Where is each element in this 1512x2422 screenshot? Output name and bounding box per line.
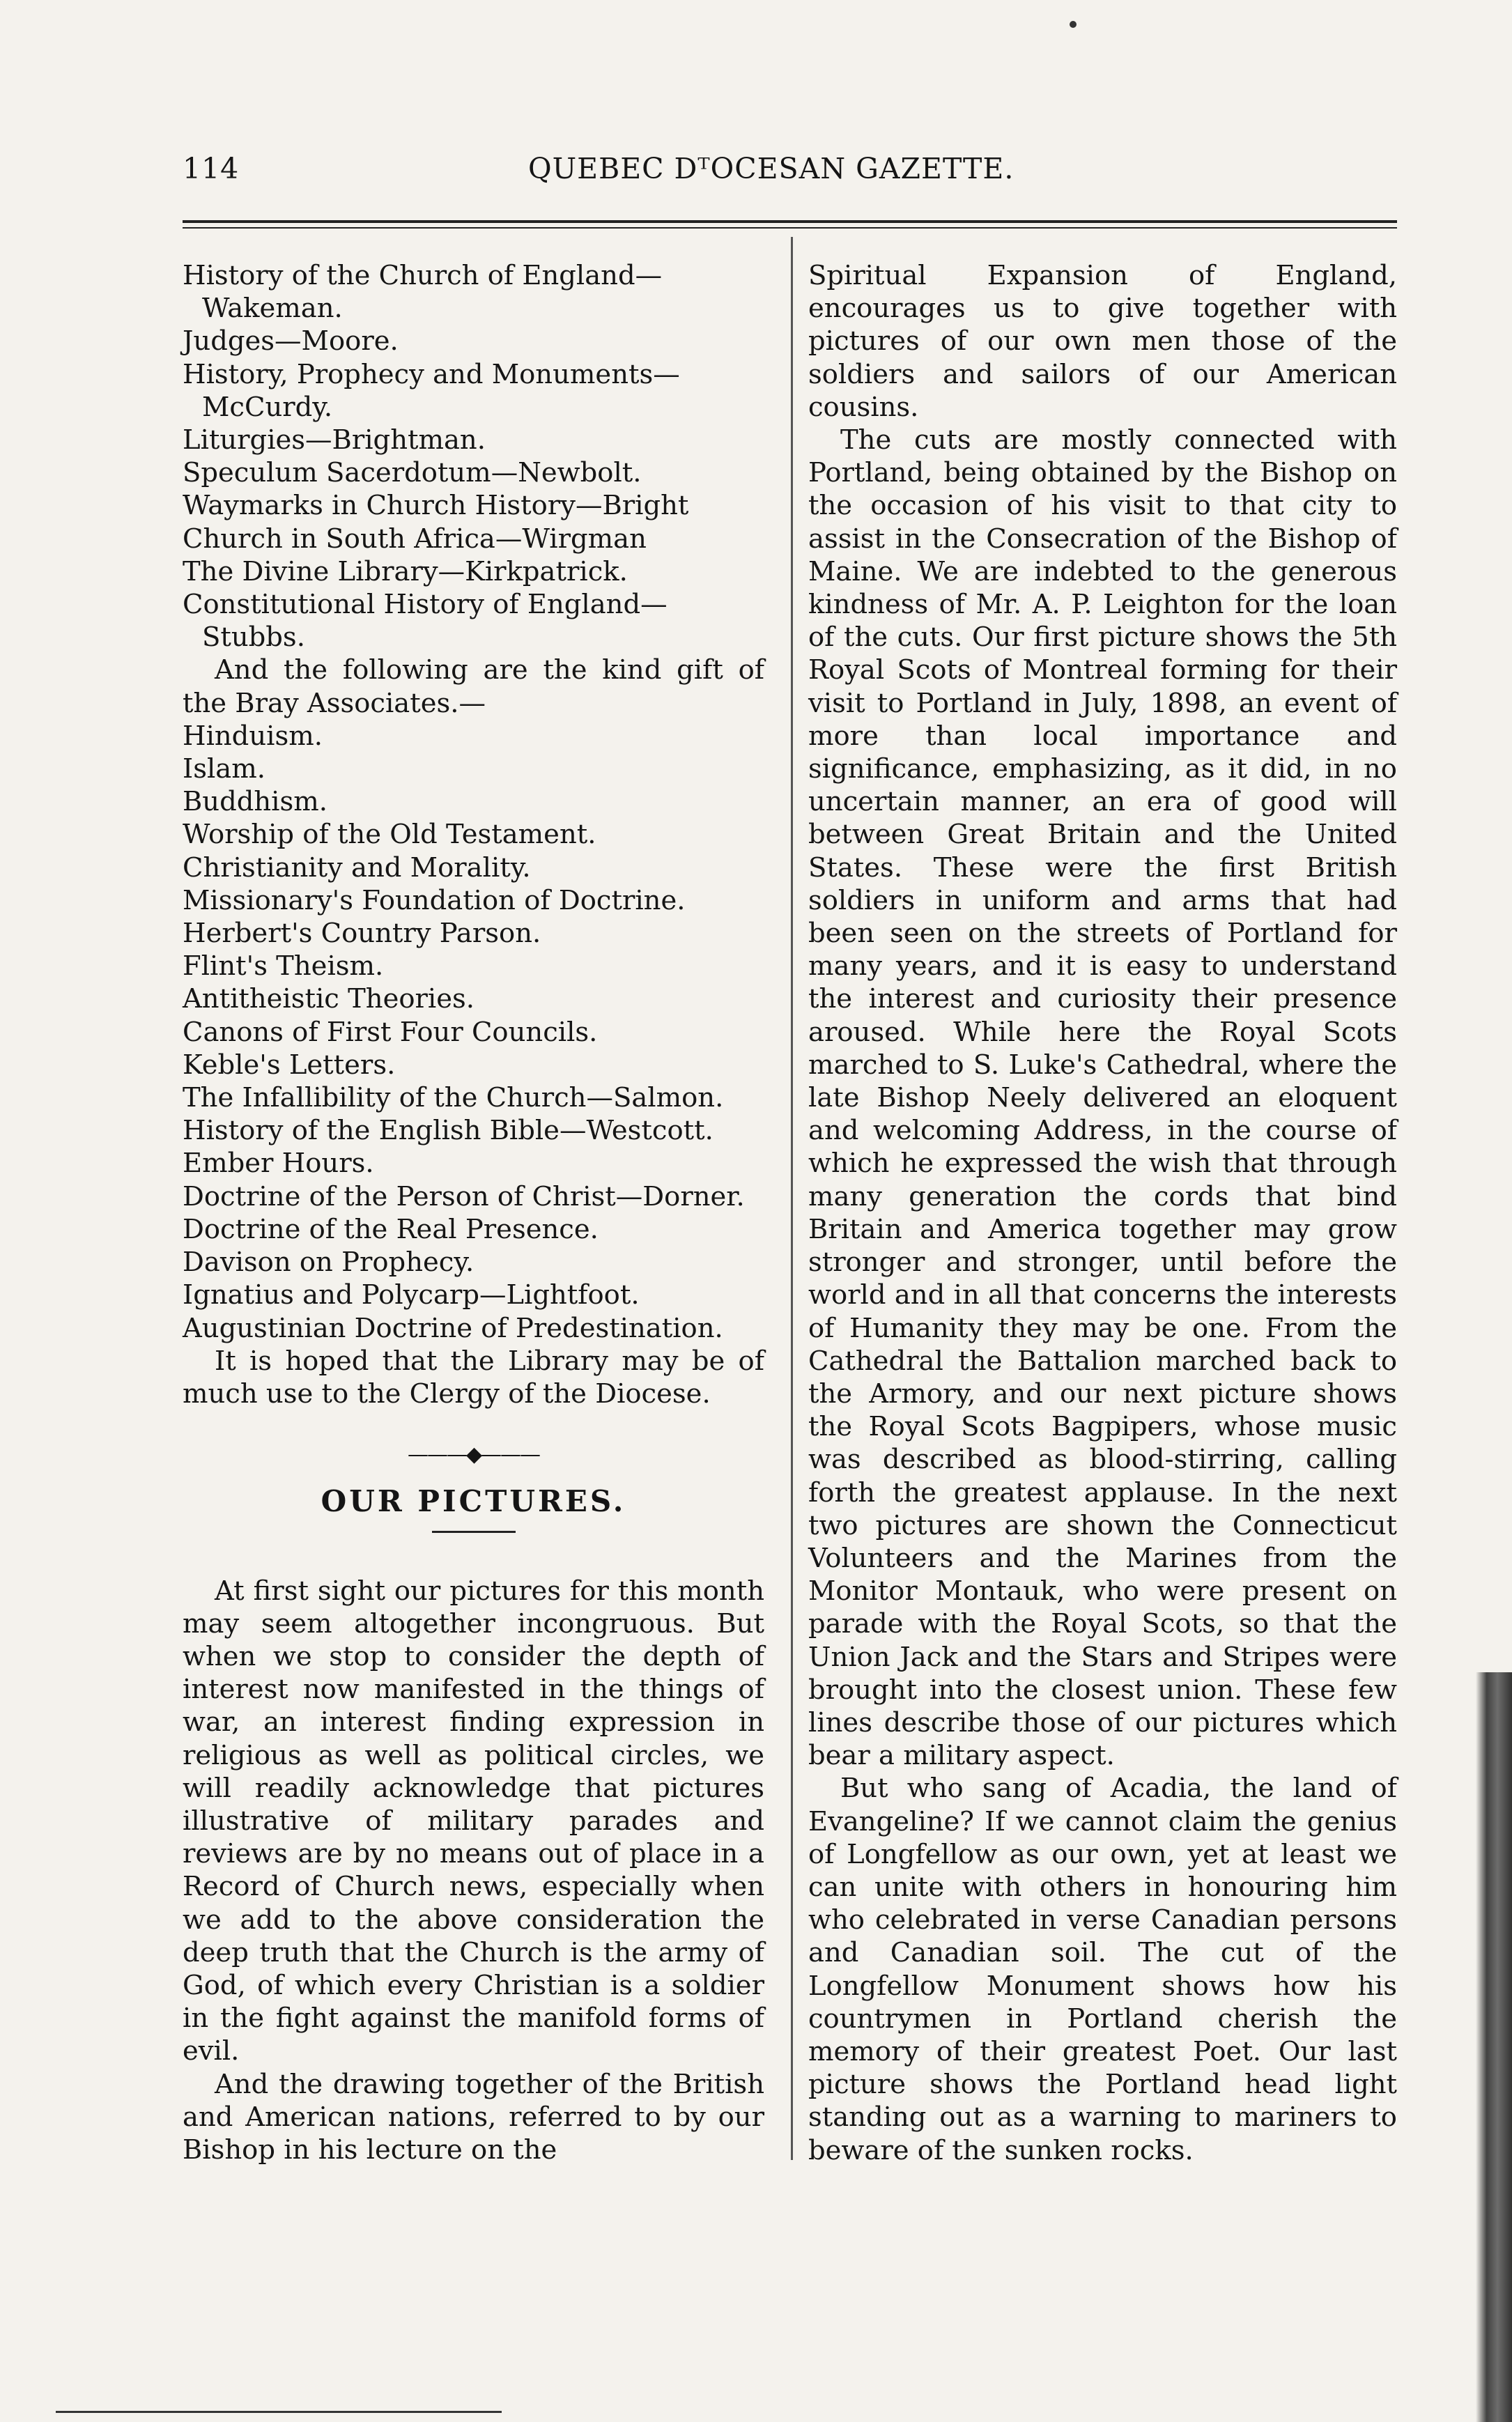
header-rule bbox=[183, 220, 1397, 223]
heading-rule bbox=[432, 1531, 516, 1533]
book-entry: Constitutional History of England—Stubbs. bbox=[183, 589, 668, 654]
column-divider bbox=[791, 237, 793, 2160]
book-entry: Davison on Prophecy. bbox=[183, 1247, 475, 1279]
book-entry: Antitheistic Theories. bbox=[183, 983, 475, 1015]
body-paragraph: But who sang of Acadia, the land of Evangeline? If we cannot claim the genius of Longfellow as our own, yet at least we can unite with others in honouring him who celebrated in verse Canadian persons and Canadian soil. The cut of the Longfellow Monument shows how his countrymen in Portland cherish the memory of their greatest Poet. Our last picture shows the Portland head light standing out as a warning to mariners to beware of the sunken rocks. bbox=[808, 1773, 1397, 2166]
book-entry: Islam. bbox=[183, 753, 265, 785]
left-column bbox=[183, 259, 764, 2166]
book-entry: Augustinian Doctrine of Predestination. bbox=[183, 1312, 723, 1344]
book-entry: Waymarks in Church History—Bright bbox=[183, 490, 689, 522]
book-entry: Doctrine of the Real Presence. bbox=[183, 1213, 599, 1245]
book-entry: Missionary's Foundation of Doctrine. bbox=[183, 884, 686, 916]
book-entry: Ember Hours. bbox=[183, 1148, 374, 1180]
book-entry: Buddhism. bbox=[183, 786, 327, 818]
pictures-paragraph: And the drawing together of the British and American nations, referred to by our Bishop in his lecture on the bbox=[183, 2068, 764, 2166]
book-entry: The Infallibility of the Church—Salmon. bbox=[183, 1082, 724, 1114]
book-entry: Flint's Theism. bbox=[183, 950, 384, 982]
book-entry: Herbert's Country Parson. bbox=[183, 918, 541, 950]
book-entry: History, Prophecy and Monuments—McCurdy. bbox=[183, 358, 680, 423]
bottom-rule bbox=[56, 2411, 502, 2413]
book-entry: Hinduism. bbox=[183, 720, 323, 752]
book-list-1 bbox=[183, 259, 764, 654]
book-entry: Church in South Africa—Wirgman bbox=[183, 523, 647, 555]
book-entry: The Divine Library—Kirkpatrick. bbox=[183, 555, 628, 587]
right-column bbox=[808, 259, 1397, 2167]
header-rule-thin bbox=[183, 227, 1397, 229]
book-entry: Doctrine of the Person of Christ—Dorner. bbox=[183, 1180, 745, 1212]
section-ornament: ———◆——— bbox=[407, 1442, 540, 1467]
page-header bbox=[183, 152, 1395, 194]
book-entry: Worship of the Old Testament. bbox=[183, 819, 596, 851]
book-entry: Speculum Sacerdotum—Newbolt. bbox=[183, 457, 642, 489]
pictures-paragraph: At first sight our pictures for this month may seem altogether incongruous. But when we stop to consider the depth of interest now manifested in the things of war, an interest finding expression in religious as well as political circles, we will readily acknowledge that pictures illustrative of military parades and reviews are by no means out of place in a Record of Church news, especially when we add to the above consideration the deep truth that the Church is the army of God, of which every Christian is a soldier in the fight against the manifold forms of evil. bbox=[183, 1575, 764, 2067]
book-entry: History of the Church of England—Wakeman. bbox=[183, 260, 663, 325]
book-list-2 bbox=[183, 720, 764, 1345]
book-entry: History of the English Bible—Westcott. bbox=[183, 1115, 713, 1147]
body-paragraph: Spiritual Expansion of England, encourages us to give together with pictures of our own men those of the soldiers and sailors of our American cousins. bbox=[808, 260, 1397, 423]
running-title: QUEBEC DᵀOCESAN GAZETTE. bbox=[528, 152, 1015, 185]
page-number: 114 bbox=[183, 152, 240, 185]
bray-intro: And the following are the kind gift of the Bray Associates.— bbox=[183, 654, 764, 719]
book-entry: Christianity and Morality. bbox=[183, 851, 531, 884]
book-entry: Liturgies—Brightman. bbox=[183, 424, 486, 456]
body-paragraph: The cuts are mostly connected with Portland, being obtained by the Bishop on the occasion of his visit to that city to assist in the Consecration of the Bishop of Maine. We are indebted to the generous kindness of Mr. A. P. Leighton for the loan of the cuts. Our first picture shows the 5th Royal Scots of Montreal forming for their visit to Portland in July, 1898, an event of more than local importance and significance, emphasizing, as it did, in no uncertain manner, an era of good will between Great Britain and the United States. These were the first British soldiers in uniform and arms that had been seen on the streets of Portland for many years, and it is easy to understand the interest and curiosity their presence aroused. While here the Royal Scots marched to S. Luke's Cathedral, where the late Bishop Neely delivered an eloquent and welcoming Address, in the course of which he expressed the wish that through many generation the cords that bind Britain and America together may grow stronger and stronger, until before the world and in all that concerns the interests of Humanity they may be one. From the Cathedral the Battalion marched back to the Armory, and our next picture shows the Royal Scots Bagpipers, whose music was described as blood-stirring, calling forth the greatest applause. In the next two pictures are shown the Connecticut Volunteers and the Marines from the Monitor Montauk, who were present on parade with the Royal Scots, so that the Union Jack and the Stars and Stripes were brought into the closest union. These few lines describe those of our pictures which bear a military aspect. bbox=[808, 424, 1397, 1772]
book-entry: Judges—Moore. bbox=[183, 325, 399, 357]
scan-edge-shadow bbox=[1476, 1672, 1512, 2422]
book-entry: Canons of First Four Councils. bbox=[183, 1016, 598, 1048]
section-heading: OUR PICTURES. bbox=[321, 1484, 626, 1519]
book-entry: Ignatius and Polycarp—Lightfoot. bbox=[183, 1279, 640, 1311]
book-entry: Keble's Letters. bbox=[183, 1049, 396, 1081]
ink-speck bbox=[1070, 21, 1077, 28]
library-closing-paragraph: It is hoped that the Library may be of much use to the Clergy of the Diocese. bbox=[183, 1345, 764, 1410]
